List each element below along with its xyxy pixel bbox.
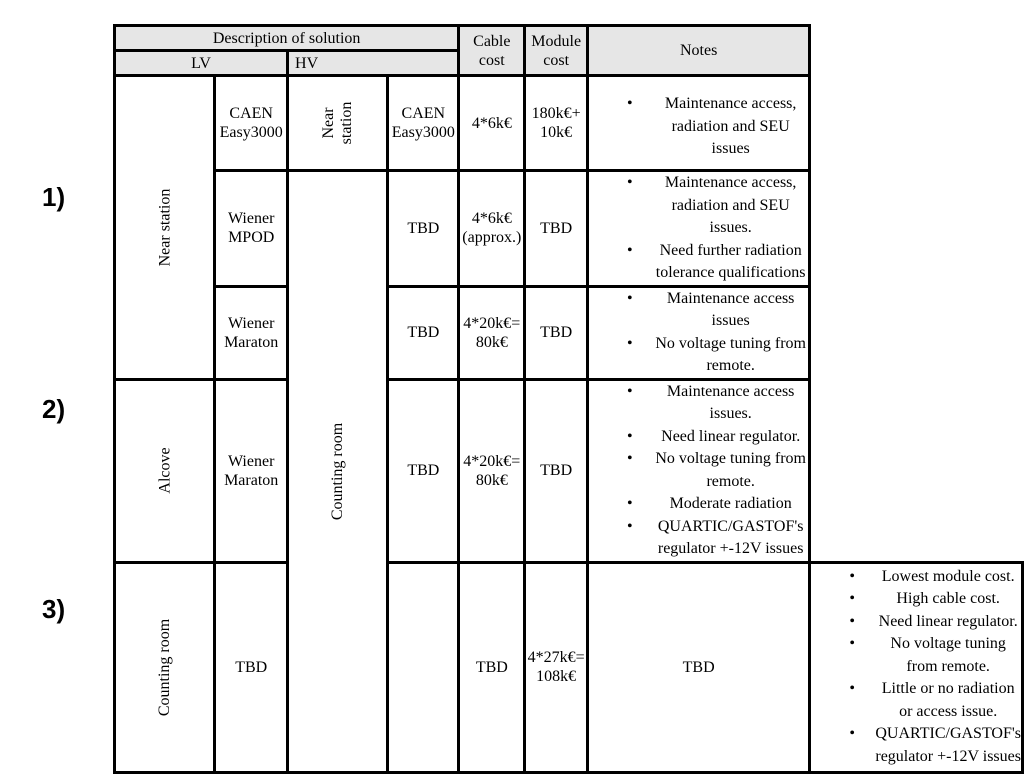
lv-cell [215,286,288,379]
table-row [115,171,1023,287]
hv-cell [459,562,525,772]
module-cost-cell [525,286,588,379]
cable-line1: 4*20k€= [463,314,521,332]
table-row [115,379,1023,562]
cable-line1: 4*6k€ [471,114,512,132]
lv-cell [215,379,288,562]
header-notes: Notes [587,26,809,76]
cable-line2: (approx.) [462,229,522,247]
notes-list [811,566,1021,769]
header-hv: HV [288,51,459,76]
cable-line2: 108k€ [536,668,577,685]
lv-line1: TBD [235,658,268,676]
cable-cost-cell [459,171,525,287]
hv-cell [388,286,459,379]
notes-cell [587,76,809,171]
lv-line1: Wiener [227,210,275,228]
note-item: • QUARTIC/GASTOF's regulator +-12V issues [811,723,1021,768]
hv-line1: TBD [407,219,440,237]
header-cable-cost-line1: Cable [473,32,511,50]
solutions-table [113,24,1024,774]
lv-line2: Maraton [224,471,279,489]
hv-counting-room-label: Counting room [329,422,347,520]
cable-line1: 4*27k€= [527,649,585,666]
lv-cell [215,76,288,171]
hv-line1: TBD [407,462,440,479]
module-line1: 180k€+ [531,105,581,122]
cable-cost-cell [459,379,525,562]
note-item: • Need linear regulator. [589,426,808,449]
hv-cell [388,76,459,171]
cable-cost-cell [459,286,525,379]
group-near-station [115,76,215,380]
lv-line2: Maraton [224,333,279,351]
hv-cell [388,379,459,562]
module-line2: 10k€ [540,124,573,141]
note-item: • No voltage tuning from remote. [811,633,1021,678]
group-counting-room-label: Counting room [156,618,174,716]
cable-line1: 4*20k€= [463,452,521,470]
notes-cell [587,379,809,562]
module-cost-cell [525,379,588,562]
note-item: • Need further radiation tolerance qualifications [589,240,808,285]
note-item: • No voltage tuning from remote. [589,333,808,378]
note-item: • No voltage tuning from remote. [589,448,808,493]
lv-line2: MPOD [228,229,275,247]
hv-empty-cell [388,562,459,772]
notes-cell [587,286,809,379]
notes-list [589,381,808,561]
header-module-cost [525,26,588,76]
table-row [115,286,1023,379]
cable-cost-cell [459,76,525,171]
hv-near-station-cell [288,76,388,171]
hv-line1: TBD [407,324,440,341]
notes-cell [587,171,809,287]
cable-cost-cell [525,562,588,772]
cable-line2: 80k€ [475,471,508,489]
lv-line1: CAEN [229,105,273,122]
note-item: • Little or no radiation or access issue. [811,678,1021,723]
note-item: • Maintenance access, radiation and SEU issues. [589,172,808,240]
note-item: • Moderate radiation [589,493,808,516]
group-near-station-label: Near station [156,188,174,267]
note-item: • Lowest module cost. [811,566,1021,589]
cable-line1: 4*6k€ [471,210,512,228]
header-module-cost-line2: cost [543,51,570,69]
notes-list [589,288,808,378]
module-line1: TBD [540,219,573,237]
table-row [115,76,1023,171]
note-item: • Maintenance access issues [589,288,808,333]
header-description: Description of solution [115,26,459,51]
option-label-1: 1) [42,182,66,212]
group-alcove [115,379,215,562]
note-item: • High cable cost. [811,588,1021,611]
header-lv: LV [115,51,288,76]
module-cost-cell [525,76,588,171]
cable-line2: 80k€ [475,333,508,351]
note-item: • Maintenance access issues. [589,381,808,426]
hv-counting-room-cell [288,171,388,773]
header-cable-cost-line2: cost [478,51,505,69]
lv-line1: Wiener [227,314,275,332]
note-item: • QUARTIC/GASTOF's regulator +-12V issues [589,516,808,561]
note-item: • Maintenance access, radiation and SEU issues [589,93,808,161]
hv-near-station-label: Near station [319,101,355,145]
module-cost-cell [587,562,809,772]
module-line1: TBD [540,324,573,341]
hv-line2: Easy3000 [391,124,455,141]
module-line1: TBD [682,658,715,676]
header-module-cost-line1: Module [531,32,582,50]
notes-list [589,93,808,161]
note-item: • Need linear regulator. [811,611,1021,634]
hv-cell [388,171,459,287]
group-counting-room [115,562,215,772]
table-row [115,562,1023,772]
group-alcove-label: Alcove [156,447,174,494]
lv-cell [215,171,288,287]
lv-line1: Wiener [227,452,275,470]
module-cost-cell [525,171,588,287]
lv-cell [215,562,288,772]
module-line1: TBD [540,462,573,479]
notes-cell [810,562,1023,772]
header-cable-cost [459,26,525,76]
lv-line2: Easy3000 [219,124,283,141]
hv-line1: TBD [475,658,508,676]
option-label-3: 3) [42,594,66,624]
hv-line1: CAEN [401,105,446,122]
option-label-2: 2) [42,394,66,424]
notes-list [589,172,808,285]
